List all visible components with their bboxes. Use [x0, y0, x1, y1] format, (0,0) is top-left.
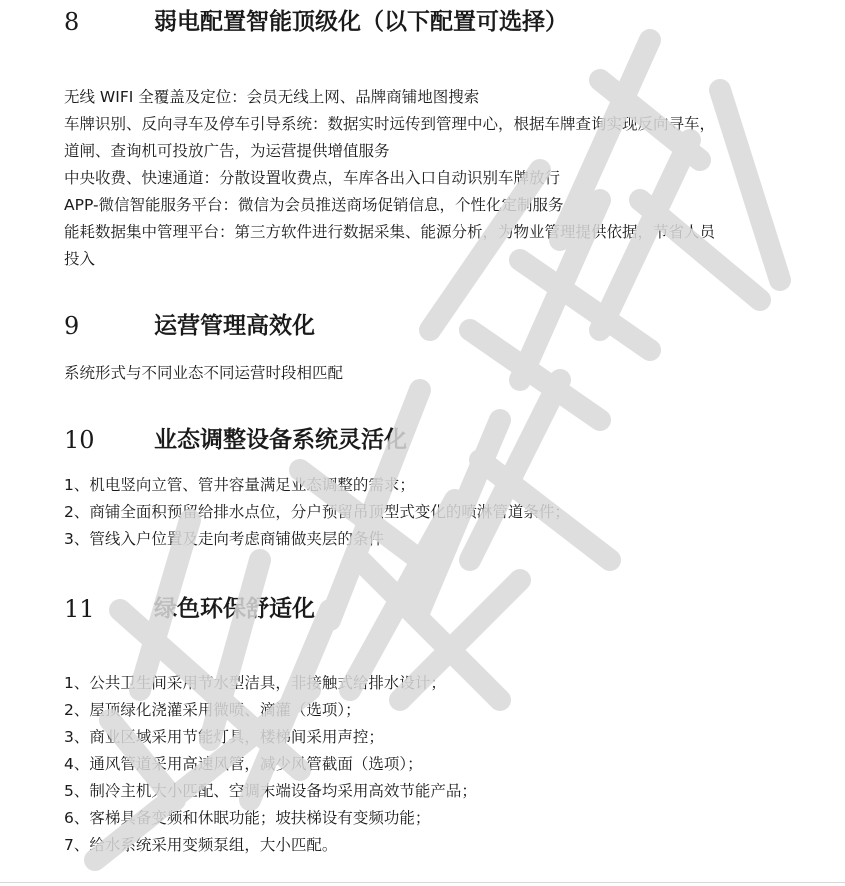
- list-item: 4、通风管道采用高速风管，减少风管截面（选项）；: [64, 755, 423, 773]
- text-line: 道闸、查询机可投放广告，为运营提供增值服务: [64, 142, 390, 160]
- section-8: [64, 2, 794, 273]
- text-line: 投入: [64, 250, 96, 268]
- list-item: 3、管线入户位置及走向考虑商铺做夹层的条件: [64, 530, 384, 548]
- section-number: 11: [64, 595, 95, 623]
- section-title: 运营管理高效化: [154, 313, 315, 339]
- section-heading: [64, 306, 794, 346]
- section-number: 9: [64, 312, 80, 340]
- section-heading: [64, 589, 794, 629]
- list-item: 6、客梯具备变频和休眠功能；坡扶梯设有变频功能；: [64, 809, 431, 827]
- section-number: 8: [64, 8, 80, 36]
- section-body: [64, 360, 794, 387]
- section-9: [64, 306, 794, 387]
- page-bottom-rule: [0, 882, 845, 883]
- section-title: 绿色环保舒适化: [154, 596, 315, 622]
- list-item: 3、商业区域采用节能灯具，楼梯间采用声控；: [64, 728, 384, 746]
- section-body: [64, 670, 794, 859]
- section-title: 业态调整设备系统灵活化: [154, 427, 407, 453]
- list-item: 5、制冷主机大小匹配、空调末端设备均采用高效节能产品；: [64, 782, 477, 800]
- text-line: 能耗数据集中管理平台：第三方软件进行数据采集、能源分析，为物业管理提供依据，节省人员: [64, 223, 716, 241]
- section-11: [64, 589, 794, 859]
- section-title: 弱电配置智能顶级化（以下配置可选择）: [154, 9, 568, 35]
- section-heading: [64, 2, 794, 42]
- list-item: 1、公共卫生间采用节水型洁具，非接触式给排水设计；: [64, 674, 446, 692]
- section-10: [64, 420, 794, 553]
- text-line: 中央收费、快速通道：分散设置收费点，车库各出入口自动识别车牌放行: [64, 169, 561, 187]
- section-heading: [64, 420, 794, 460]
- list-item: 1、机电竖向立管、管井容量满足业态调整的需求；: [64, 476, 415, 494]
- text-line: 无线 WIFI 全覆盖及定位：会员无线上网、品牌商铺地图搜索: [64, 88, 480, 106]
- text-line: 系统形式与不同业态不同运营时段相匹配: [64, 364, 344, 382]
- text-line: APP-微信智能服务平台：微信为会员推送商场促销信息，个性化定制服务: [64, 196, 564, 214]
- section-body: [64, 472, 794, 553]
- text-line: 车牌识别、反向寻车及停车引导系统：数据实时远传到管理中心，根据车牌查询实现反向寻车，: [64, 115, 716, 133]
- list-item: 2、屋顶绿化浇灌采用微喷、滴灌（选项）；: [64, 701, 361, 719]
- list-item: 2、商铺全面积预留给排水点位，分户预留吊顶型式变化的喷淋管道条件；: [64, 503, 570, 521]
- section-number: 10: [64, 426, 95, 454]
- section-body: [64, 84, 794, 273]
- list-item: 7、给水系统采用变频泵组，大小匹配。: [64, 836, 338, 854]
